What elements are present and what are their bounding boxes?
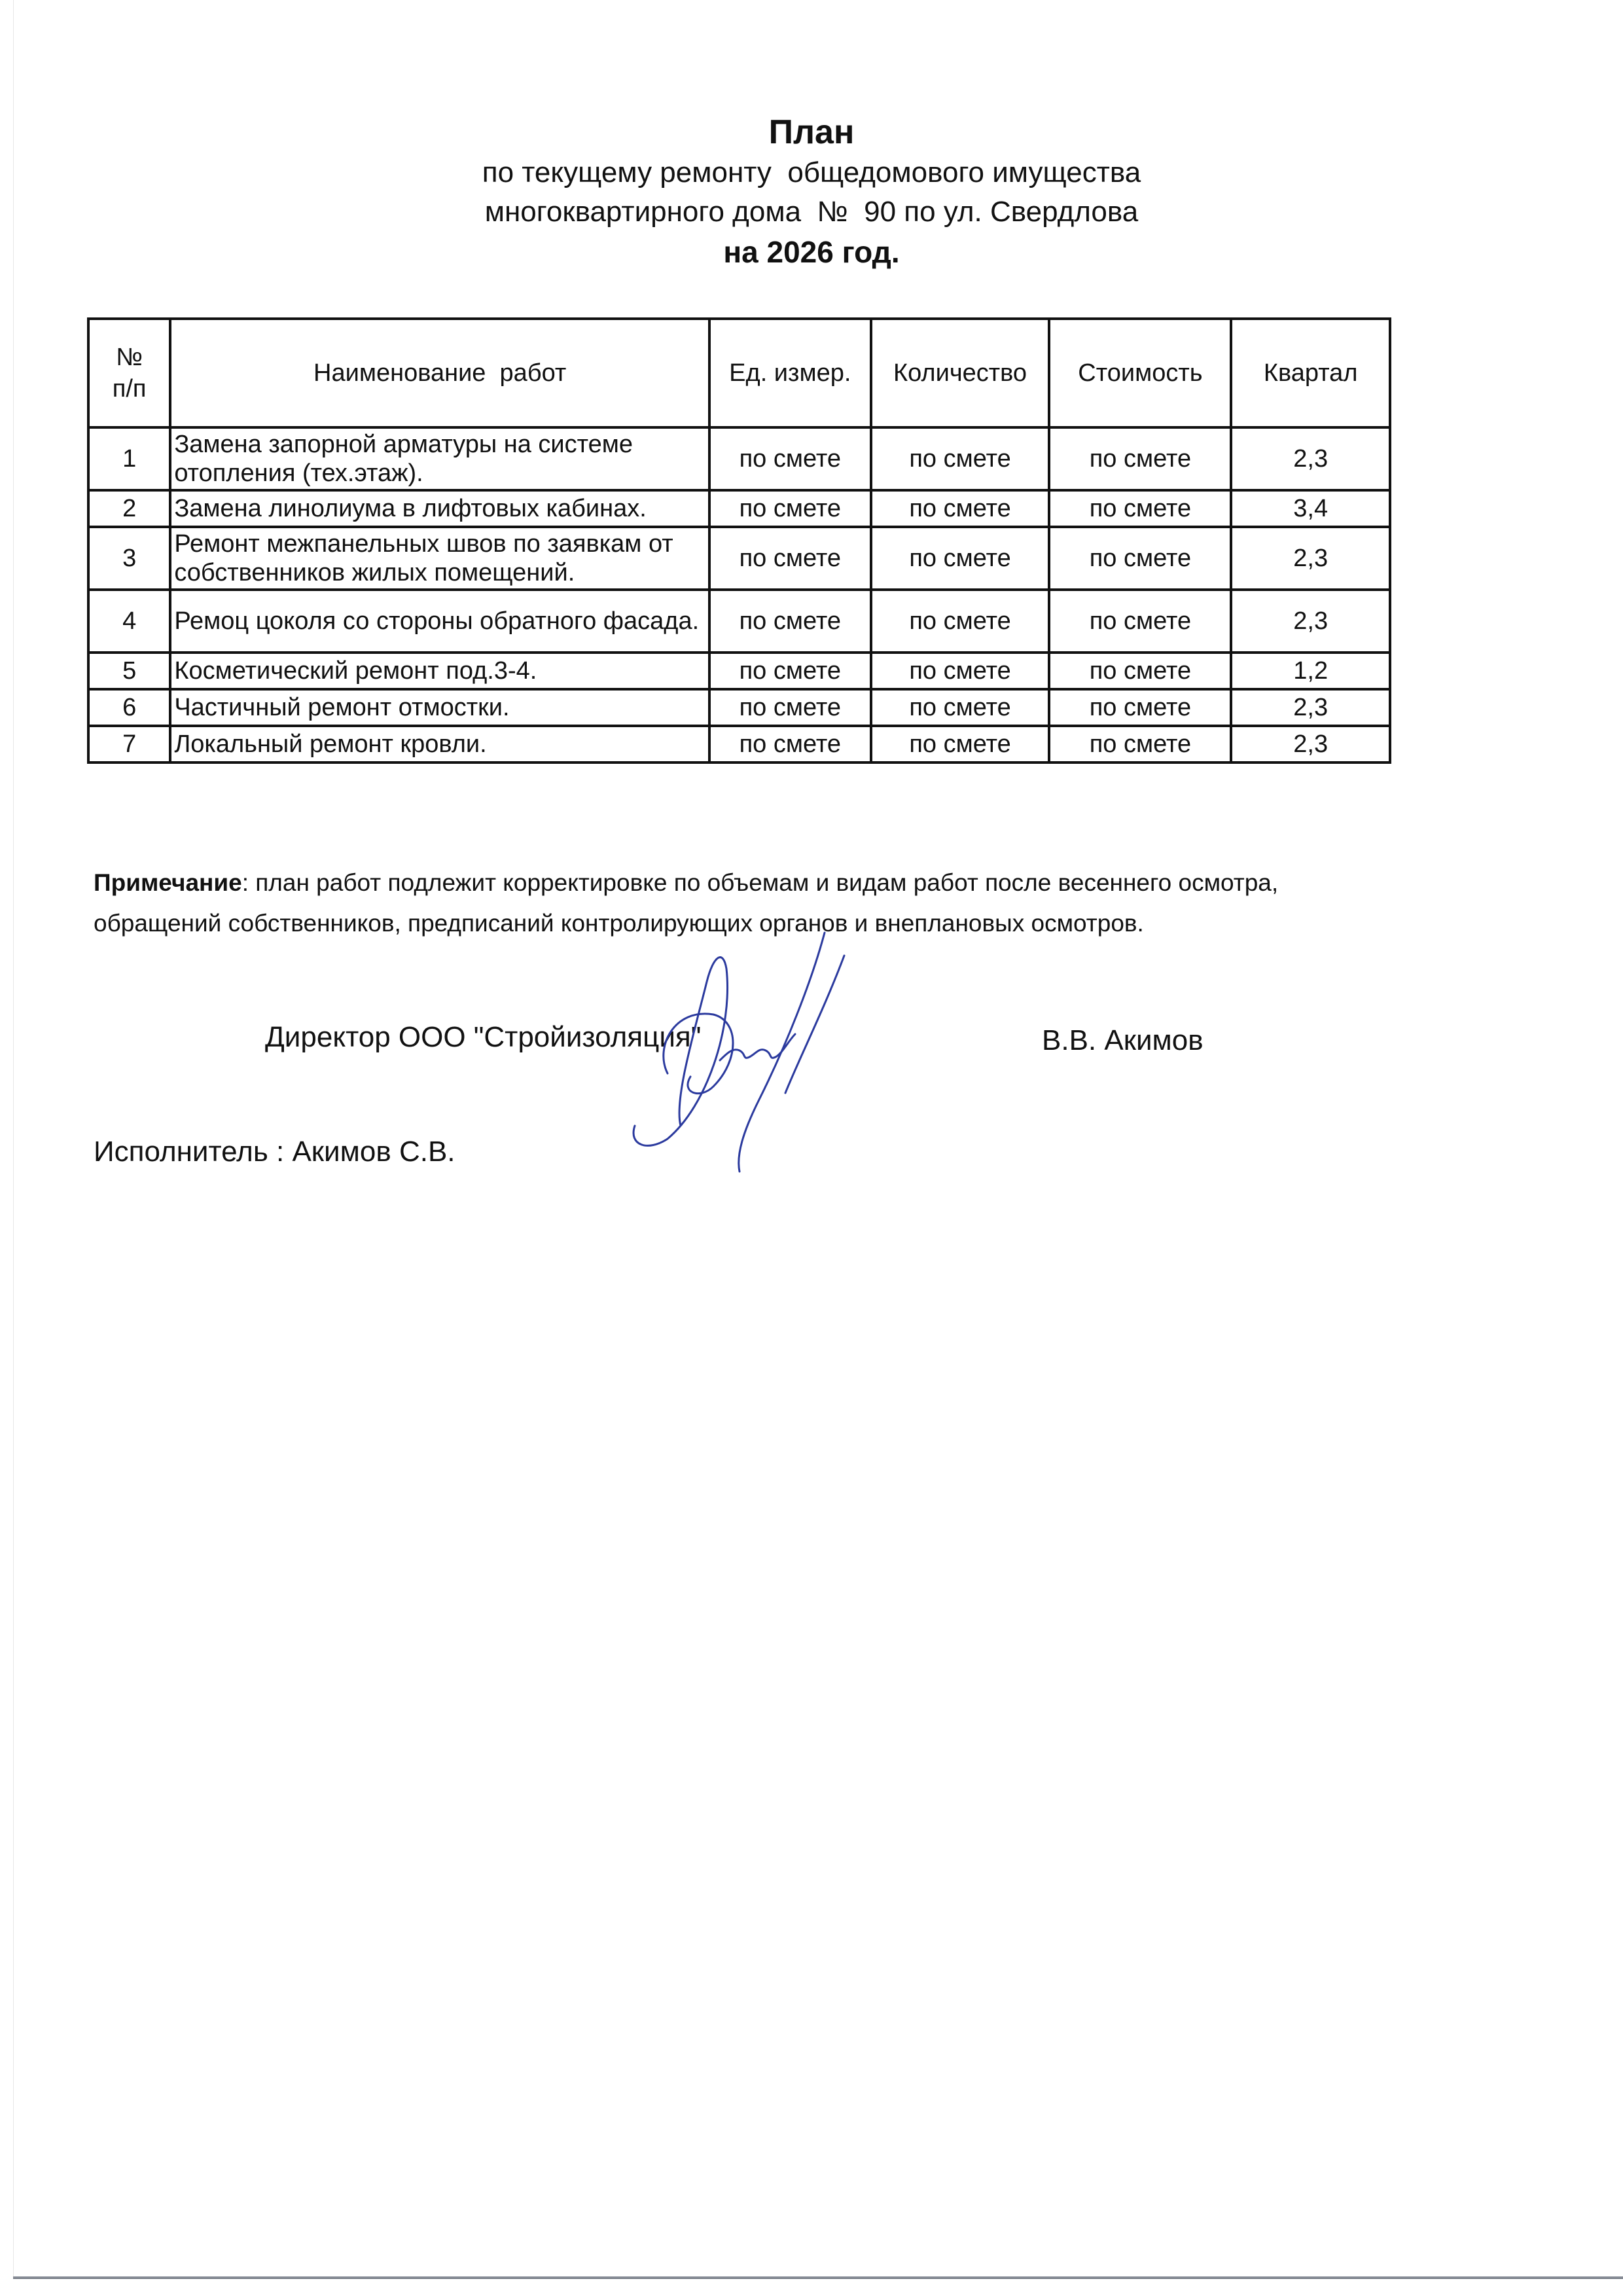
handwritten-signature-icon (628, 929, 1034, 1178)
table-row (88, 590, 1390, 653)
cell-unit: по смете (709, 689, 871, 726)
cell-quarter: 2,3 (1231, 427, 1390, 490)
cell-cost: по смете (1049, 653, 1231, 689)
cell-name: Косметический ремонт под.3-4. (170, 653, 709, 689)
table-header-row (88, 319, 1390, 427)
director-title: Директор ООО "Стройизоляция" (265, 1021, 702, 1053)
cell-unit: по смете (709, 590, 871, 653)
cell-cost: по смете (1049, 726, 1231, 762)
cell-unit: по смете (709, 427, 871, 490)
cell-name: Локальный ремонт кровли. (170, 726, 709, 762)
executor-line: Исполнитель : Акимов С.В. (94, 1136, 455, 1168)
table-row (88, 689, 1390, 726)
cell-name: Замена запорной арматуры на системе отопления (тех.этаж). (170, 427, 709, 490)
cell-cost: по смете (1049, 527, 1231, 590)
table-row (88, 427, 1390, 490)
note-text: : план работ подлежит корректировке по объемам и видам работ после весеннего осмотра, обращений собственников, предписаний контролирующих органов и внеплановых осмотров. (94, 869, 1279, 937)
cell-quarter: 2,3 (1231, 726, 1390, 762)
scan-edge-left (13, 0, 14, 2278)
cell-name: Ремоц цоколя со стороны обратного фасада. (170, 590, 709, 653)
director-name: В.В. Акимов (1042, 1024, 1204, 1056)
cell-quarter: 2,3 (1231, 527, 1390, 590)
cell-qty: по смете (871, 427, 1050, 490)
cell-cost: по смете (1049, 490, 1231, 527)
table-row (88, 653, 1390, 689)
cell-name: Ремонт межпанельных швов по заявкам от собственников жилых помещений. (170, 527, 709, 590)
cell-qty: по смете (871, 590, 1050, 653)
header-qty: Количество (871, 319, 1050, 427)
header-num: № п/п (88, 319, 170, 427)
cell-num: 1 (88, 427, 170, 490)
header-name: Наименование работ (170, 319, 709, 427)
cell-qty: по смете (871, 527, 1050, 590)
cell-num: 3 (88, 527, 170, 590)
cell-quarter: 2,3 (1231, 689, 1390, 726)
cell-unit: по смете (709, 653, 871, 689)
scan-edge-bottom (13, 2276, 1623, 2279)
cell-quarter: 3,4 (1231, 490, 1390, 527)
year-line: на 2026 год. (723, 235, 900, 269)
cell-cost: по смете (1049, 427, 1231, 490)
cell-unit: по смете (709, 726, 871, 762)
table-row (88, 527, 1390, 590)
cell-num: 7 (88, 726, 170, 762)
cell-qty: по смете (871, 689, 1050, 726)
cell-num: 2 (88, 490, 170, 527)
subtitle-line-1: по текущему ремонту общедомового имущества (482, 156, 1141, 188)
cell-num: 6 (88, 689, 170, 726)
cell-quarter: 2,3 (1231, 590, 1390, 653)
title-block (0, 111, 1623, 272)
note-label: Примечание (94, 869, 242, 896)
repair-plan-table (87, 317, 1391, 764)
cell-cost: по смете (1049, 590, 1231, 653)
header-unit: Ед. измер. (709, 319, 871, 427)
page-title: План (768, 113, 855, 151)
cell-name: Частичный ремонт отмостки. (170, 689, 709, 726)
cell-quarter: 1,2 (1231, 653, 1390, 689)
cell-qty: по смете (871, 726, 1050, 762)
cell-cost: по смете (1049, 689, 1231, 726)
header-cost: Стоимость (1049, 319, 1231, 427)
table-row (88, 490, 1390, 527)
cell-qty: по смете (871, 490, 1050, 527)
cell-num: 5 (88, 653, 170, 689)
header-quarter: Квартал (1231, 319, 1390, 427)
cell-unit: по смете (709, 490, 871, 527)
table-row (88, 726, 1390, 762)
cell-qty: по смете (871, 653, 1050, 689)
cell-num: 4 (88, 590, 170, 653)
cell-unit: по смете (709, 527, 871, 590)
subtitle-line-2: многоквартирного дома № 90 по ул. Свердлова (484, 196, 1139, 228)
cell-name: Замена линолиума в лифтовых кабинах. (170, 490, 709, 527)
